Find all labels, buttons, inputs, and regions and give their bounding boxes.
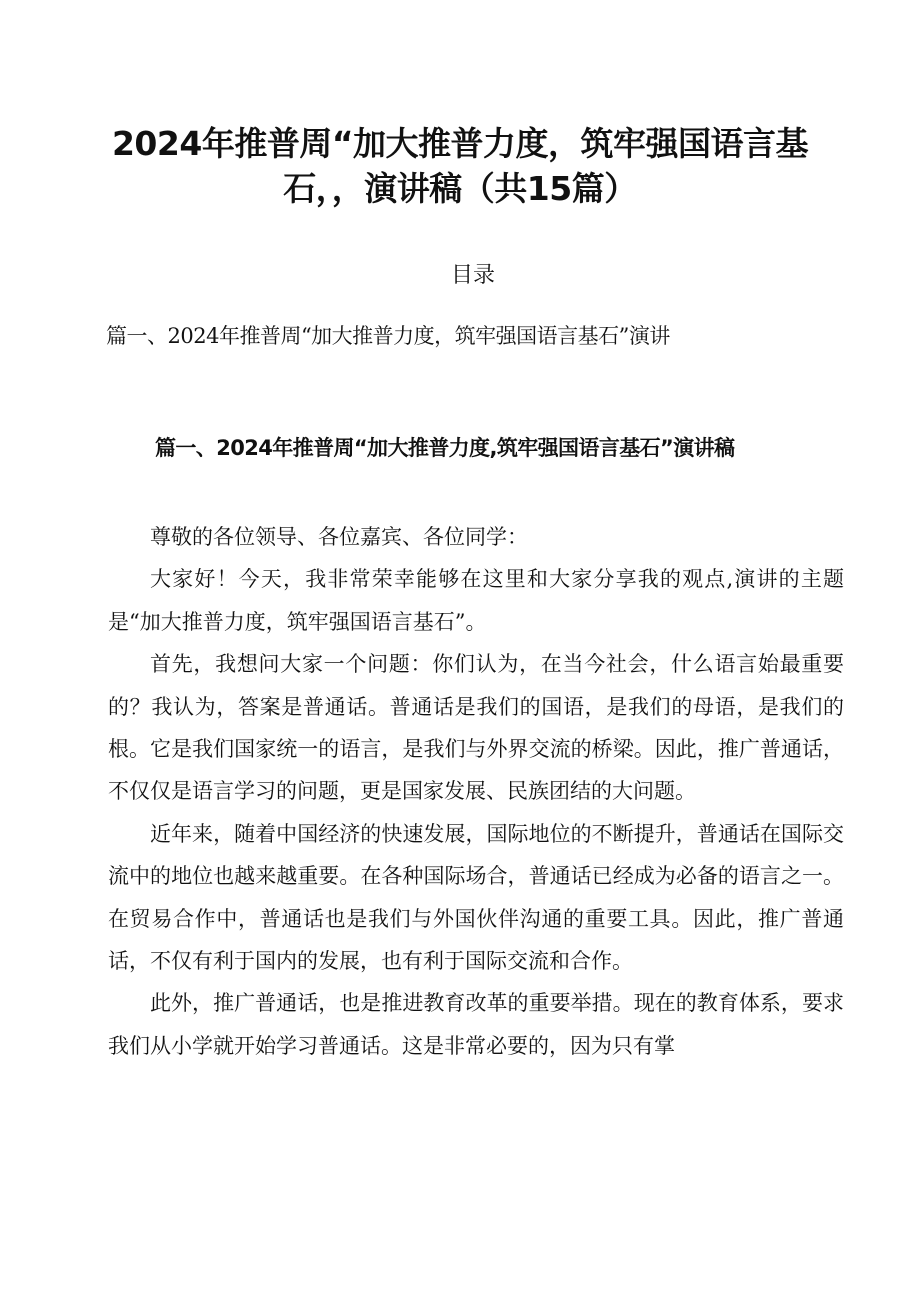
section-heading: 篇一、2024年推普周“加大推普力度,筑牢强国语言基石”演讲稿 xyxy=(155,436,735,460)
body-paragraph: 近年来，随着中国经济的快速发展，国际地位的不断提升，普通话在国际交流中的地位也越来越重要。在各种国际场合，普通话已经成为必备的语言之一。在贸易合作中，普通话也是我们与外国伙伴沟通的重要工具。因此，推广普通话，不仅有利于国内的发展，也有利于国际交流和合作。 xyxy=(108,821,844,974)
toc-heading: 目录 xyxy=(450,263,495,288)
toc-item[interactable]: 篇一、2024年推普周“加大推普力度，筑牢强国语言基石”演讲 xyxy=(106,324,670,348)
greeting-paragraph: 尊敬的各位领导、各位嘉宾、各位同学： xyxy=(150,525,528,549)
body-paragraph: 大家好！今天，我非常荣幸能够在这里和大家分享我的观点,演讲的主题是“加大推普力度，筑牢强国语言基石”。 xyxy=(108,567,844,634)
body-paragraph: 首先，我想问大家一个问题：你们认为，在当今社会，什么语言始最重要的？我认为，答案是普通话。普通话是我们的国语，是我们的母语，是我们的根。它是我们国家统一的语言，是我们与外界交流的桥梁。因此，推广普通话，不仅仅是语言学习的问题，更是国家发展、民族团结的大问题。 xyxy=(108,652,844,804)
document-title-line-2: 石，，演讲稿（共15篇） xyxy=(283,169,637,208)
speech-body xyxy=(108,516,844,1067)
document-title-line-1: 2024年推普周“加大推普力度，筑牢强国语言基 xyxy=(111,124,809,163)
body-paragraph: 此外，推广普通话，也是推进教育改革的重要举措。现在的教育体系，要求我们从小学就开始学习普通话。这是非常必要的，因为只有掌 xyxy=(108,991,844,1058)
